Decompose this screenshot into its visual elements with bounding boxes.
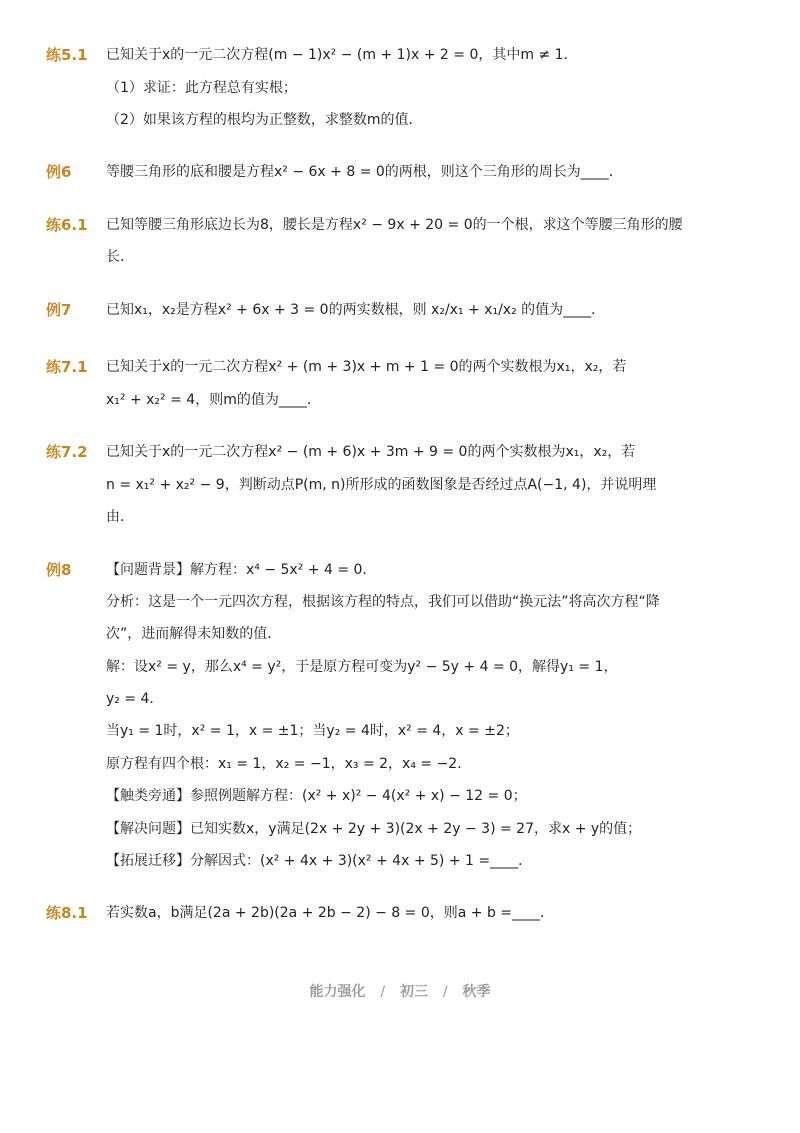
problem-line: 【解决问题】已知实数x，y满足(2x + 2y + 3)(2x + 2y − 3) = 27，求x + y的值； xyxy=(106,821,642,837)
problem-7-1 xyxy=(0,352,800,382)
ex-8-line-2 xyxy=(0,587,800,617)
problem-8-1 xyxy=(0,898,800,928)
problem-tag: 练7.1 xyxy=(46,358,88,376)
problem-line: 已知等腰三角形底边长为8，腰长是方程x² − 9x + 20 = 0的一个根，求这个等腰三角形的腰 xyxy=(106,217,683,233)
ex-8-line-8 xyxy=(0,781,800,811)
problem-line: x₁² + x₂² = 4，则m的值为____． xyxy=(106,392,321,408)
problem-tag: 练6.1 xyxy=(46,216,88,234)
problem-7-1-cont xyxy=(0,385,800,415)
ex-8-line-6 xyxy=(0,716,800,746)
problem-ex-7 xyxy=(0,295,800,325)
problem-line: 由． xyxy=(106,509,134,525)
problem-line: 已知关于x的一元二次方程x² + (m + 3)x + m + 1 = 0的两个实数根为x₁，x₂，若 xyxy=(106,359,627,375)
problem-tag: 例7 xyxy=(46,301,72,319)
problem-line: 已知关于x的一元二次方程x² − (m + 6)x + 3m + 9 = 0的两个实数根为x₁，x₂，若 xyxy=(106,444,636,460)
ex-8-line-7 xyxy=(0,749,800,779)
ex-8-line-9 xyxy=(0,814,800,844)
problem-6-1 xyxy=(0,210,800,240)
problem-5-1 xyxy=(0,40,800,70)
problem-7-2 xyxy=(0,437,800,467)
problem-7-2-cont-2 xyxy=(0,502,800,532)
problem-line: 【问题背景】解方程：x⁴ − 5x² + 4 = 0． xyxy=(106,562,377,578)
ex-8-line-3 xyxy=(0,619,800,649)
problem-line: 等腰三角形的底和腰是方程x² − 6x + 8 = 0的两根，则这个三角形的周长为____． xyxy=(106,164,623,180)
problem-line: 解：设x² = y，那么x⁴ = y²，于是原方程可变为y² − 5y + 4 = 0，解得y₁ = 1， xyxy=(106,659,618,675)
problem-ex-8 xyxy=(0,555,800,585)
problem-line: y₂ = 4． xyxy=(106,691,164,707)
footer-separator: / xyxy=(442,984,448,1000)
problem-line: 若实数a，b满足(2a + 2b)(2a + 2b − 2) − 8 = 0，则a + b =____． xyxy=(106,905,555,921)
problem-7-2-cont-1 xyxy=(0,470,800,500)
problem-tag: 练8.1 xyxy=(46,904,88,922)
problem-tag: 例8 xyxy=(46,561,72,579)
problem-line: 已知x₁，x₂是方程x² + 6x + 3 = 0的两实数根，则 x₂/x₁ + x₁/x₂ 的值为____． xyxy=(106,302,606,318)
problem-tag: 例6 xyxy=(46,163,72,181)
problem-5-1-part-2 xyxy=(0,105,800,135)
problem-ex-6 xyxy=(0,157,800,187)
problem-tag: 练7.2 xyxy=(46,443,88,461)
problem-line: （2）如果该方程的根均为正整数，求整数m的值． xyxy=(106,112,423,128)
problem-line: n = x₁² + x₂² − 9，判断动点P(m, n)所形成的函数图象是否经过点A(−1, 4)，并说明理 xyxy=(106,477,657,493)
page-footer xyxy=(0,978,800,1006)
problem-tag: 练5.1 xyxy=(46,46,88,64)
problem-line: 分析：这是一个一元四次方程，根据该方程的特点，我们可以借助“换元法”将高次方程“降 xyxy=(106,594,660,610)
problem-line: 【触类旁通】参照例题解方程：(x² + x)² − 4(x² + x) − 12 = 0； xyxy=(106,788,527,804)
footer-item-season: 秋季 xyxy=(462,984,491,1000)
footer-separator: / xyxy=(380,984,386,1000)
ex-8-line-5 xyxy=(0,684,800,714)
footer-item-grade: 初三 xyxy=(400,984,428,1000)
problem-line: 长． xyxy=(106,249,134,265)
ex-8-line-4 xyxy=(0,652,800,682)
problem-line: 已知关于x的一元二次方程(m − 1)x² − (m + 1)x + 2 = 0，其中m ≠ 1． xyxy=(106,47,578,63)
problem-5-1-part-1 xyxy=(0,73,800,103)
problem-6-1-cont xyxy=(0,242,800,272)
problem-line: 【拓展迁移】分解因式：(x² + 4x + 3)(x² + 4x + 5) + 1 =____． xyxy=(106,853,533,869)
problem-line: 原方程有四个根：x₁ = 1，x₂ = −1，x₃ = 2，x₄ = −2． xyxy=(106,756,472,772)
footer-item-course: 能力强化 xyxy=(309,984,366,1000)
problem-line: 次”，进而解得未知数的值． xyxy=(106,626,282,642)
problem-line: 当y₁ = 1时，x² = 1，x = ±1；当y₂ = 4时，x² = 4，x = ±2； xyxy=(106,723,519,739)
problem-line: （1）求证：此方程总有实根； xyxy=(106,80,297,96)
ex-8-line-10 xyxy=(0,846,800,876)
